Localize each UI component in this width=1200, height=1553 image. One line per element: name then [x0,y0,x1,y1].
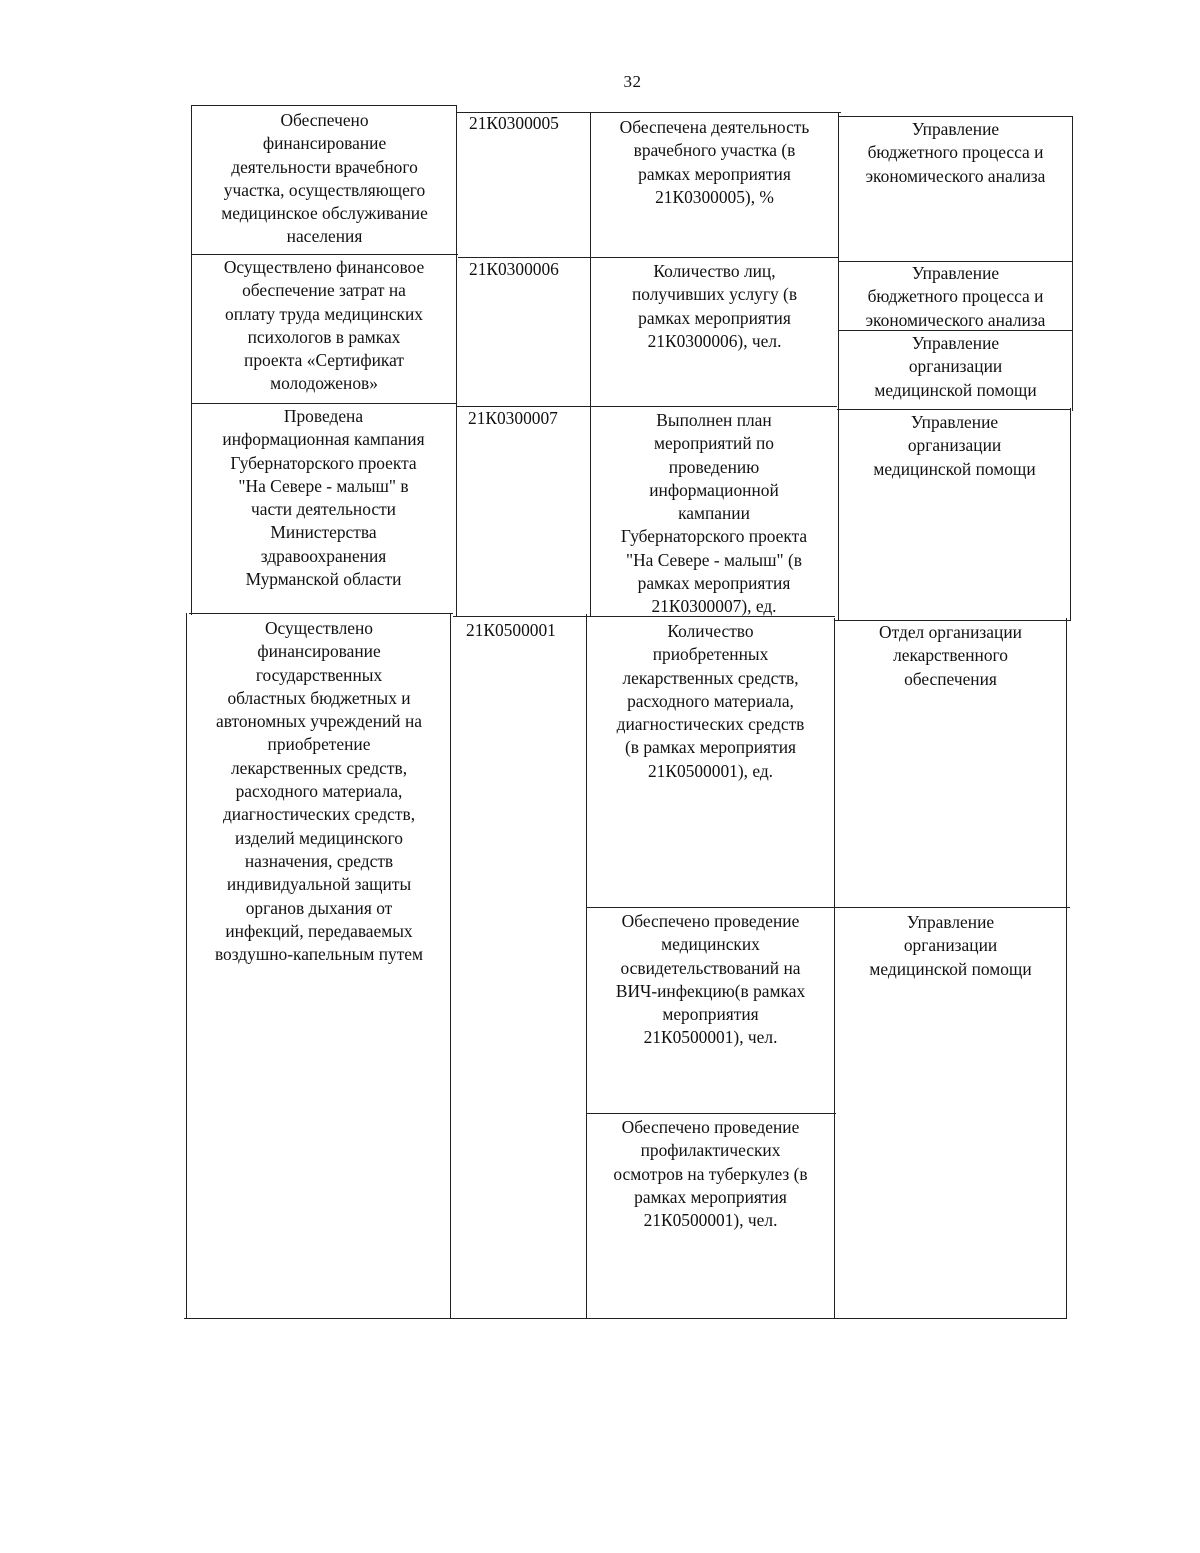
responsible-cell [838,411,1071,481]
text-line: мероприятия [662,1004,759,1025]
responsible-cell [839,262,1072,332]
text-line: расходного материала, [627,690,794,711]
text-line: освидетельствований на [620,957,801,978]
text-line: "На Севере - малыш" (в [626,549,802,570]
text-line: приобретение [267,734,371,755]
text-line: участка, осуществляющего [223,179,426,200]
text-line: Обеспечена деятельность [619,117,810,137]
text-line: лекарственного [893,645,1008,666]
text-line: оплату труда медицинских [225,303,423,324]
text-line: воздушно-капельным путем [214,944,424,965]
text-line: рамках мероприятия [634,1186,787,1207]
text-line: Осуществлено [265,618,373,638]
table-rule [456,105,457,617]
text-line: рамках мероприятия [638,163,791,184]
text-line: Обеспечено проведение [621,1117,800,1137]
text-line: экономического анализа [865,309,1046,330]
text-line: Обеспечено [280,110,369,130]
text-line: Мурманской области [245,569,402,590]
result-cell [187,617,451,966]
page-number: 32 [623,72,642,91]
text-line: Управление [910,412,999,432]
text-line: индивидуальной защиты [226,874,412,895]
text-line: медицинское обслуживание [221,203,428,224]
text-line: организации [907,435,1002,456]
text-line: 21К0300006), чел. [647,330,782,351]
text-line: изделий медицинского [234,827,403,848]
indicator-cell [587,620,834,783]
text-line: 21К0500001), чел. [643,1210,778,1231]
text-line: медицинской помощи [869,958,1032,979]
text-line: кампании [678,503,750,524]
table-rule [586,907,1070,908]
text-line: "На Севере - малыш" в [238,475,409,496]
text-line: Министерства [270,522,377,543]
table-rule [189,613,453,614]
text-line: части деятельности [251,499,396,520]
text-line: медицинских [661,934,760,955]
responsible-cell [839,118,1072,188]
text-line: лекарственных средств, [622,667,799,688]
text-line: Осуществлено финансовое [223,257,425,277]
text-line: Обеспечено проведение [621,911,800,931]
indicator-cell [587,910,834,1050]
text-line: Выполнен план [656,410,772,430]
text-line: ВИЧ-инфекцию(в рамках [615,980,806,1001]
text-line: Управление [911,119,1000,139]
text-line: врачебного участка (в [633,140,796,161]
result-cell [191,405,456,591]
text-line: (в рамках мероприятия [624,737,797,758]
text-line: финансирование [257,641,381,662]
indicator-cell [591,116,838,209]
text-line: назначения, средств [244,850,394,871]
table-rule [1072,116,1073,411]
text-line: рамках мероприятия [638,307,791,328]
text-line: психологов в рамках [247,326,401,347]
text-line: финансирование [262,133,387,154]
text-line: Губернаторского проекта [620,526,808,547]
text-line: информационной [649,479,779,500]
table-rule [1066,618,1067,1319]
text-line: деятельности врачебного [231,156,418,177]
text-line: обеспечение затрат на [242,280,406,301]
text-line: областных бюджетных и [227,687,411,708]
table-rule [184,1318,1067,1319]
text-line: осмотров на туберкулез (в [613,1163,808,1184]
table-rule [586,1113,836,1114]
indicator-cell [591,260,838,353]
measure-code: 21К0500001 [466,620,556,640]
measure-code: 21К0300006 [469,259,559,279]
text-line: Проведена [283,406,364,426]
text-line: инфекций, передаваемых [225,920,413,941]
text-line: бюджетного процесса и [867,286,1044,307]
text-line: лекарственных средств, [230,757,408,778]
text-line: Количество лиц, [653,261,776,281]
text-line: 21К0300007), ед. [651,596,777,617]
text-line: 21К0300005), % [655,186,774,207]
text-line: информационная кампания [222,429,425,450]
result-cell [193,109,456,249]
measure-code: 21К0300007 [468,408,558,428]
text-line: обеспечения [904,668,997,689]
text-line: бюджетного процесса и [867,142,1044,163]
text-line: расходного материала, [235,781,403,802]
result-cell [192,256,456,396]
text-line: приобретенных [652,644,769,665]
text-line: Управление [911,263,1000,283]
text-line: проекта «Сертификат [244,350,404,371]
text-line: мероприятий по [654,433,774,454]
text-line: профилактических [640,1140,781,1161]
text-line: Управление [906,912,995,932]
text-line: Губернаторского проекта [230,452,417,473]
text-line: государственных [255,664,383,685]
text-line: получивших услугу (в [631,284,798,305]
text-line: медицинской помощи [873,458,1036,479]
indicator-cell [590,409,838,619]
text-line: диагностических средств, [222,804,416,825]
table-rule [192,105,456,106]
text-line: медицинской помощи [874,379,1037,400]
text-line: 21К0500001), ед. [647,760,774,781]
text-line: проведению [668,456,760,477]
text-line: экономического анализа [865,165,1046,186]
text-line: молодоженов» [270,373,378,394]
text-line: населения [286,226,363,247]
text-line: здравоохранения [260,545,387,566]
responsible-cell [835,621,1066,691]
text-line: Отдел организации [879,622,1022,642]
text-line: диагностических средств [616,714,805,735]
text-line: Управление [911,333,1000,353]
text-line: органов дыхания от [245,897,393,918]
measure-code: 21К0300005 [469,113,559,133]
text-line: автономных учреждений на [215,711,422,732]
text-line: организации [903,935,998,956]
text-line: рамках мероприятия [637,573,791,594]
text-line: Количество [667,621,754,641]
responsible-cell [835,911,1066,981]
text-line: организации [908,356,1003,377]
indicator-cell [587,1116,834,1232]
text-line: 21К0500001), чел. [643,1027,778,1048]
responsible-cell [839,332,1072,402]
